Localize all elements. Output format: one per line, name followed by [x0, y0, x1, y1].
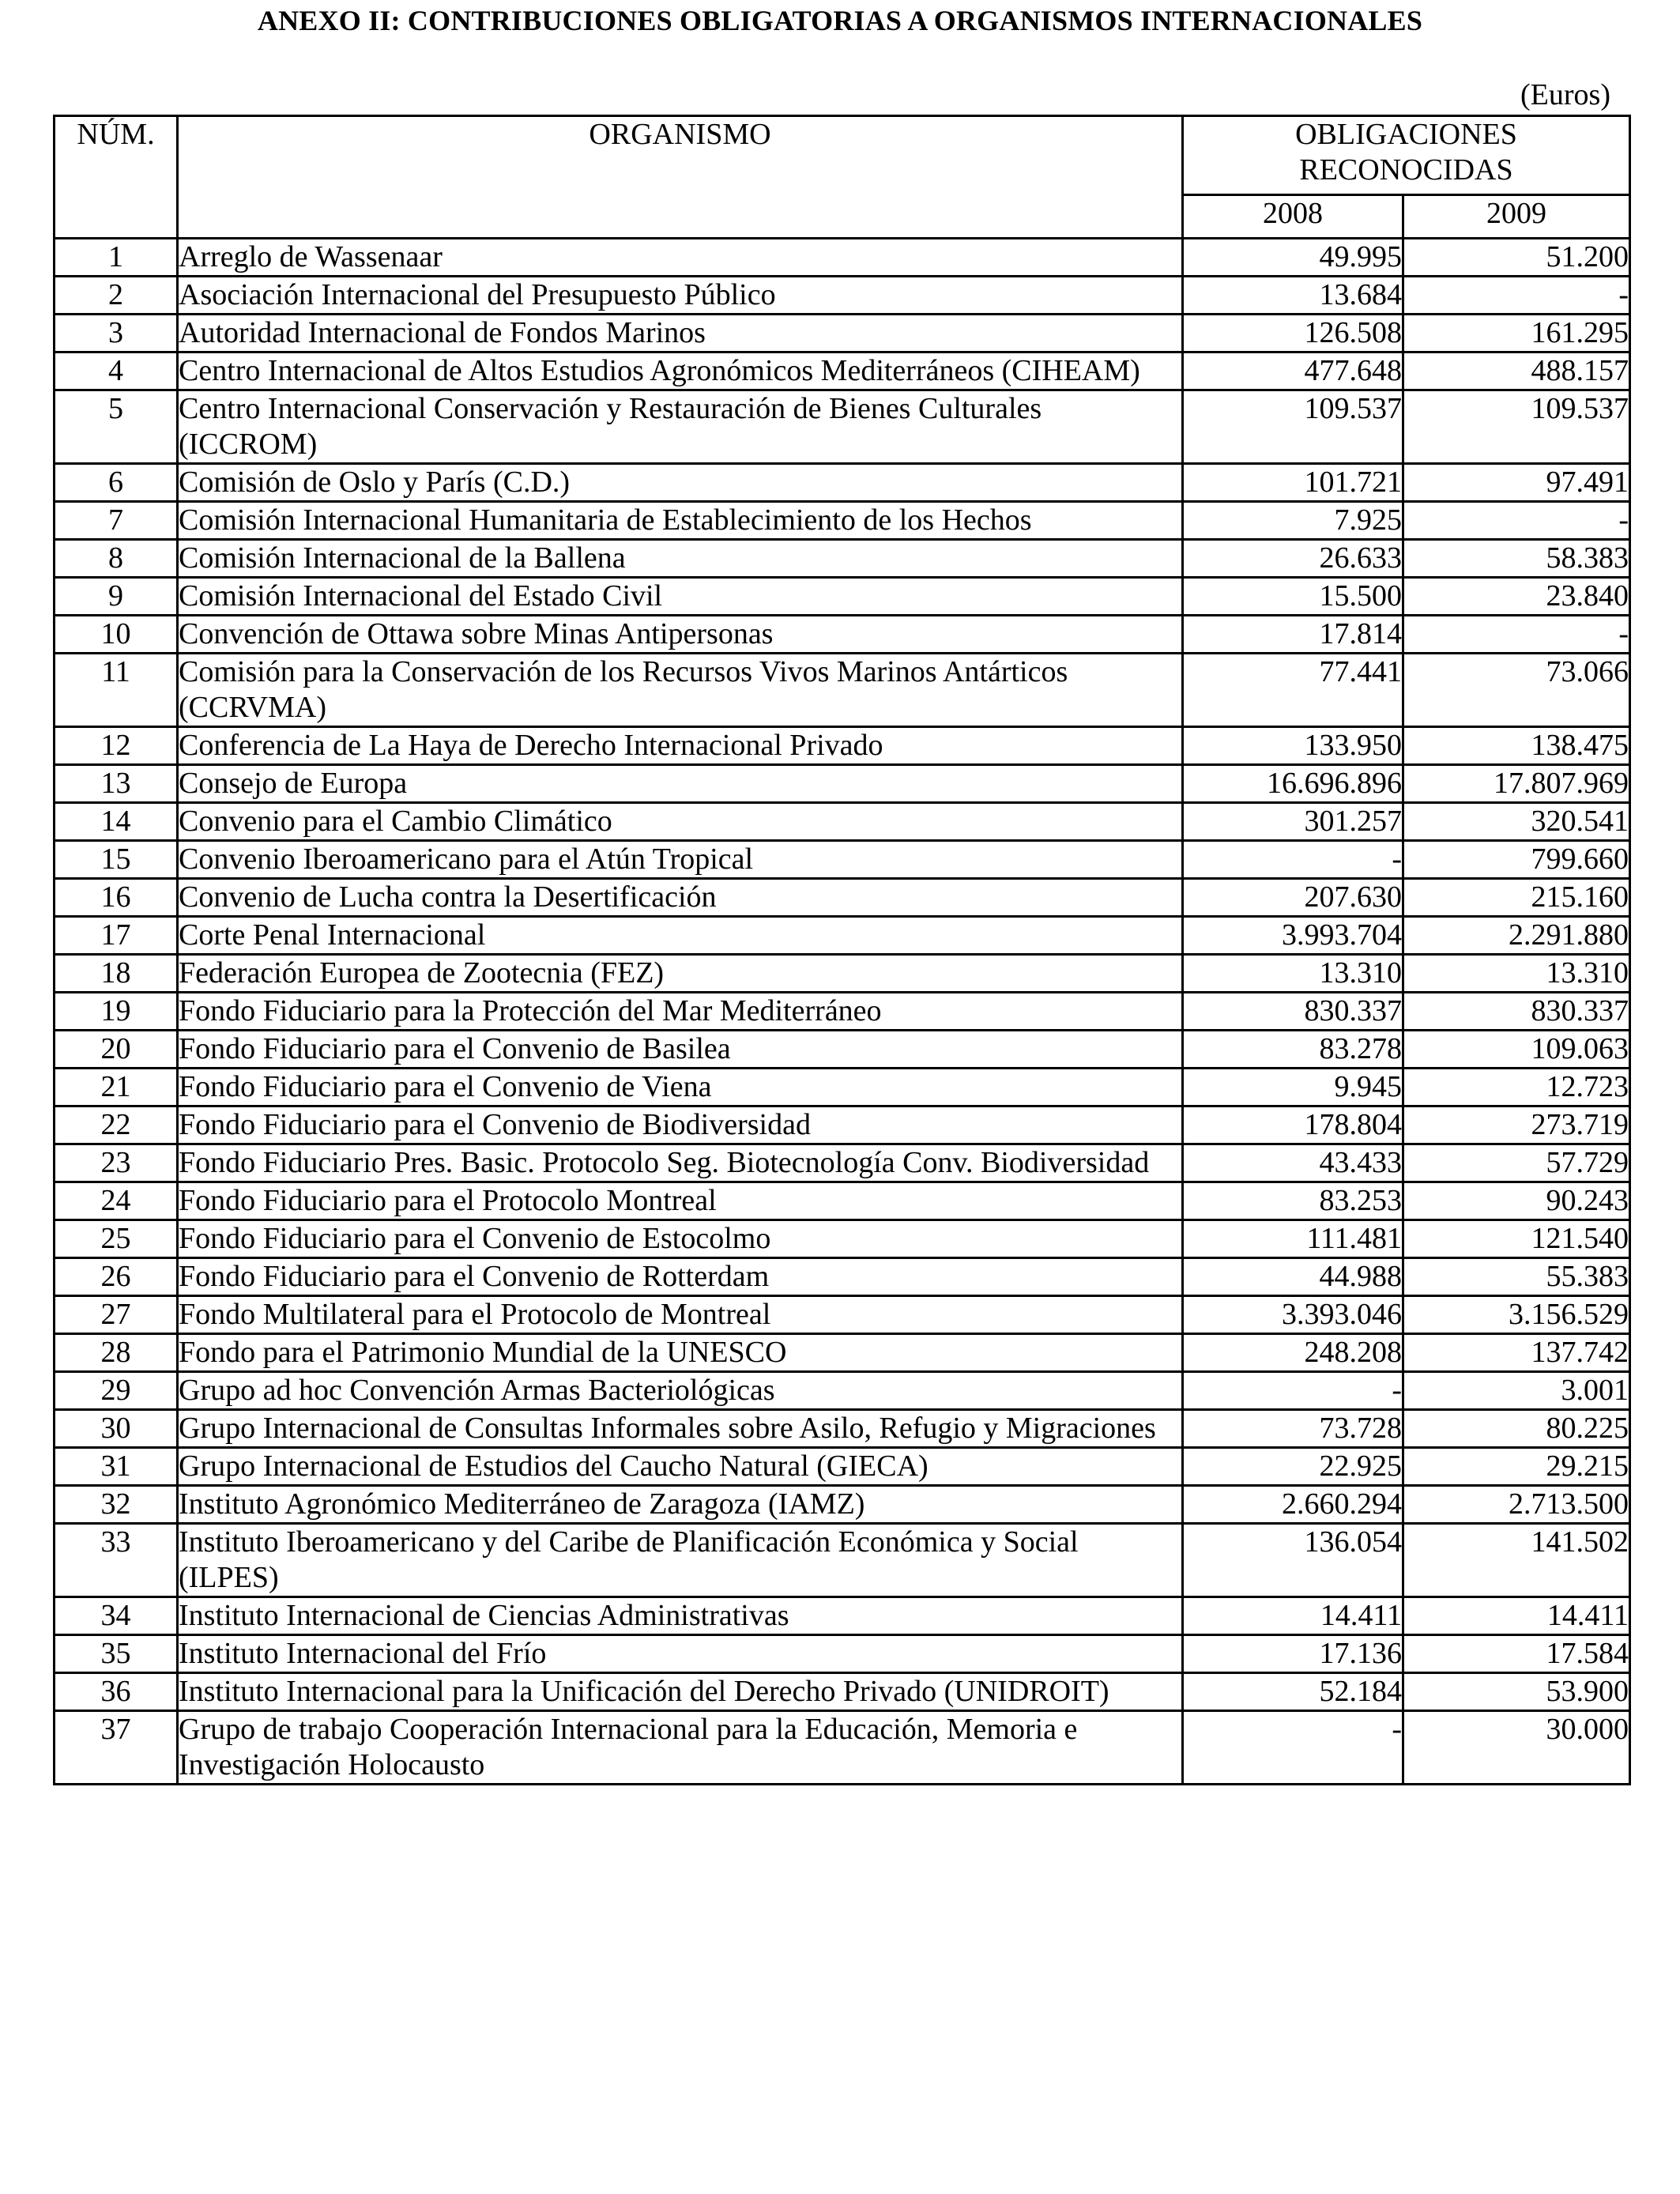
row-value-2009: 29.215 [1403, 1448, 1630, 1486]
table-row [55, 1597, 1630, 1635]
row-value-2008: - [1183, 1372, 1403, 1410]
row-number: 26 [55, 1258, 178, 1296]
contributions-table [53, 115, 1631, 1785]
currency-note: (Euros) [1520, 78, 1610, 111]
row-value-2008: 109.537 [1183, 390, 1403, 464]
row-value-2008: 43.433 [1183, 1144, 1403, 1182]
row-value-2009: 90.243 [1403, 1182, 1630, 1220]
table-row [55, 1220, 1630, 1258]
row-organismo: Grupo Internacional de Consultas Informales sobre Asilo, Refugio y Migraciones [178, 1410, 1183, 1448]
row-number: 19 [55, 993, 178, 1031]
row-number: 1 [55, 239, 178, 277]
row-value-2009: 80.225 [1403, 1410, 1630, 1448]
table-row [55, 1524, 1630, 1597]
row-value-2009: 273.719 [1403, 1106, 1630, 1144]
row-number: 4 [55, 352, 178, 390]
row-number: 25 [55, 1220, 178, 1258]
row-number: 24 [55, 1182, 178, 1220]
table-body [55, 239, 1630, 1785]
row-number: 29 [55, 1372, 178, 1410]
row-organismo: Grupo Internacional de Estudios del Caucho Natural (GIECA) [178, 1448, 1183, 1486]
table-row [55, 390, 1630, 464]
row-value-2009: 53.900 [1403, 1673, 1630, 1711]
table-row [55, 727, 1630, 765]
table-row [55, 239, 1630, 277]
table-row [55, 1031, 1630, 1069]
row-organismo: Fondo Fiduciario Pres. Basic. Protocolo Seg. Biotecnología Conv. Biodiversidad [178, 1144, 1183, 1182]
row-value-2009: 161.295 [1403, 315, 1630, 352]
row-number: 11 [55, 654, 178, 727]
table-row [55, 993, 1630, 1031]
table-row [55, 1182, 1630, 1220]
row-value-2009: 2.713.500 [1403, 1486, 1630, 1524]
row-value-2009: 109.063 [1403, 1031, 1630, 1069]
row-organismo: Fondo Fiduciario para el Convenio de Basilea [178, 1031, 1183, 1069]
row-value-2009: 58.383 [1403, 540, 1630, 578]
row-organismo: Convenio Iberoamericano para el Atún Tropical [178, 841, 1183, 879]
row-organismo: Arreglo de Wassenaar [178, 239, 1183, 277]
row-number: 3 [55, 315, 178, 352]
table-row [55, 1635, 1630, 1673]
table-row [55, 1144, 1630, 1182]
row-organismo: Comisión Internacional de la Ballena [178, 540, 1183, 578]
header-year-2008: 2008 [1183, 195, 1403, 239]
row-value-2009: 55.383 [1403, 1258, 1630, 1296]
row-value-2008: - [1183, 841, 1403, 879]
row-value-2009: 3.001 [1403, 1372, 1630, 1410]
row-number: 33 [55, 1524, 178, 1597]
row-organismo: Conferencia de La Haya de Derecho Internacional Privado [178, 727, 1183, 765]
row-value-2008: 477.648 [1183, 352, 1403, 390]
table-row [55, 1486, 1630, 1524]
table-row [55, 578, 1630, 616]
table-row [55, 803, 1630, 841]
row-value-2009: 2.291.880 [1403, 917, 1630, 955]
table-header [55, 116, 1630, 239]
row-value-2008: 830.337 [1183, 993, 1403, 1031]
row-value-2009: 109.537 [1403, 390, 1630, 464]
row-value-2009: 215.160 [1403, 879, 1630, 917]
table-row [55, 352, 1630, 390]
row-value-2008: 126.508 [1183, 315, 1403, 352]
row-organismo: Comisión de Oslo y París (C.D.) [178, 464, 1183, 502]
row-number: 12 [55, 727, 178, 765]
row-number: 7 [55, 502, 178, 540]
row-organismo: Instituto Agronómico Mediterráneo de Zaragoza (IAMZ) [178, 1486, 1183, 1524]
row-value-2009: 57.729 [1403, 1144, 1630, 1182]
header-organismo: ORGANISMO [178, 116, 1183, 239]
row-organismo: Fondo Fiduciario para el Convenio de Biodiversidad [178, 1106, 1183, 1144]
row-organismo: Grupo de trabajo Cooperación Internacional para la Educación, Memoria e Investigación Holocausto [178, 1711, 1183, 1785]
row-number: 28 [55, 1334, 178, 1372]
row-value-2008: 83.278 [1183, 1031, 1403, 1069]
table-row [55, 1106, 1630, 1144]
row-number: 37 [55, 1711, 178, 1785]
table-row [55, 917, 1630, 955]
row-value-2008: 17.814 [1183, 616, 1403, 654]
row-value-2008: 3.993.704 [1183, 917, 1403, 955]
table-row [55, 315, 1630, 352]
row-organismo: Centro Internacional Conservación y Restauración de Bienes Culturales (ICCROM) [178, 390, 1183, 464]
header-year-2009: 2009 [1403, 195, 1630, 239]
row-number: 14 [55, 803, 178, 841]
row-value-2009: 17.807.969 [1403, 765, 1630, 803]
row-number: 13 [55, 765, 178, 803]
row-value-2008: 133.950 [1183, 727, 1403, 765]
row-value-2008: 9.945 [1183, 1069, 1403, 1106]
table-row [55, 1258, 1630, 1296]
row-value-2009: - [1403, 277, 1630, 315]
row-organismo: Fondo Fiduciario para el Convenio de Viena [178, 1069, 1183, 1106]
row-value-2009: 320.541 [1403, 803, 1630, 841]
table-row [55, 841, 1630, 879]
table-row [55, 955, 1630, 993]
row-value-2008: 136.054 [1183, 1524, 1403, 1597]
row-value-2009: 73.066 [1403, 654, 1630, 727]
row-value-2009: 3.156.529 [1403, 1296, 1630, 1334]
row-value-2009: 830.337 [1403, 993, 1630, 1031]
row-organismo: Federación Europea de Zootecnia (FEZ) [178, 955, 1183, 993]
table-row [55, 277, 1630, 315]
row-value-2009: 97.491 [1403, 464, 1630, 502]
row-number: 6 [55, 464, 178, 502]
row-number: 17 [55, 917, 178, 955]
table-row [55, 1069, 1630, 1106]
row-value-2008: 2.660.294 [1183, 1486, 1403, 1524]
row-value-2009: 137.742 [1403, 1334, 1630, 1372]
row-organismo: Instituto Iberoamericano y del Caribe de Planificación Económica y Social (ILPES) [178, 1524, 1183, 1597]
row-number: 2 [55, 277, 178, 315]
row-organismo: Centro Internacional de Altos Estudios Agronómicos Mediterráneos (CIHEAM) [178, 352, 1183, 390]
row-organismo: Asociación Internacional del Presupuesto Público [178, 277, 1183, 315]
row-number: 31 [55, 1448, 178, 1486]
row-organismo: Instituto Internacional del Frío [178, 1635, 1183, 1673]
table-row [55, 1448, 1630, 1486]
table-row [55, 1296, 1630, 1334]
row-organismo: Consejo de Europa [178, 765, 1183, 803]
header-obligaciones-line2: RECONOCIDAS [1299, 153, 1513, 187]
table-row [55, 1711, 1630, 1785]
row-value-2009: 138.475 [1403, 727, 1630, 765]
table-row [55, 1372, 1630, 1410]
row-organismo: Convención de Ottawa sobre Minas Antipersonas [178, 616, 1183, 654]
row-value-2009: - [1403, 502, 1630, 540]
row-organismo: Fondo Fiduciario para el Convenio de Estocolmo [178, 1220, 1183, 1258]
row-value-2008: 26.633 [1183, 540, 1403, 578]
row-number: 27 [55, 1296, 178, 1334]
row-number: 30 [55, 1410, 178, 1448]
row-number: 32 [55, 1486, 178, 1524]
row-value-2008: 83.253 [1183, 1182, 1403, 1220]
row-value-2009: 12.723 [1403, 1069, 1630, 1106]
row-value-2009: 799.660 [1403, 841, 1630, 879]
row-number: 36 [55, 1673, 178, 1711]
row-value-2008: 22.925 [1183, 1448, 1403, 1486]
row-organismo: Corte Penal Internacional [178, 917, 1183, 955]
row-number: 23 [55, 1144, 178, 1182]
row-number: 22 [55, 1106, 178, 1144]
row-value-2008: 17.136 [1183, 1635, 1403, 1673]
row-value-2009: 141.502 [1403, 1524, 1630, 1597]
row-number: 34 [55, 1597, 178, 1635]
row-value-2009: - [1403, 616, 1630, 654]
row-value-2008: 44.988 [1183, 1258, 1403, 1296]
row-organismo: Fondo Fiduciario para el Protocolo Montreal [178, 1182, 1183, 1220]
row-number: 5 [55, 390, 178, 464]
row-organismo: Convenio para el Cambio Climático [178, 803, 1183, 841]
row-value-2008: 16.696.896 [1183, 765, 1403, 803]
row-value-2008: 111.481 [1183, 1220, 1403, 1258]
row-value-2008: 52.184 [1183, 1673, 1403, 1711]
row-number: 15 [55, 841, 178, 879]
row-organismo: Instituto Internacional de Ciencias Administrativas [178, 1597, 1183, 1635]
row-number: 8 [55, 540, 178, 578]
row-value-2009: 17.584 [1403, 1635, 1630, 1673]
row-organismo: Fondo Fiduciario para la Protección del Mar Mediterráneo [178, 993, 1183, 1031]
table-row [55, 765, 1630, 803]
row-value-2009: 13.310 [1403, 955, 1630, 993]
row-value-2008: 248.208 [1183, 1334, 1403, 1372]
row-value-2008: 207.630 [1183, 879, 1403, 917]
row-value-2008: 73.728 [1183, 1410, 1403, 1448]
header-obligaciones [1183, 116, 1630, 195]
row-value-2008: 49.995 [1183, 239, 1403, 277]
row-number: 21 [55, 1069, 178, 1106]
row-value-2008: 301.257 [1183, 803, 1403, 841]
row-organismo: Comisión Internacional Humanitaria de Establecimiento de los Hechos [178, 502, 1183, 540]
header-num: NÚM. [55, 116, 178, 239]
row-organismo: Instituto Internacional para la Unificación del Derecho Privado (UNIDROIT) [178, 1673, 1183, 1711]
row-value-2008: 13.310 [1183, 955, 1403, 993]
table-row [55, 654, 1630, 727]
row-value-2008: 7.925 [1183, 502, 1403, 540]
row-organismo: Fondo Fiduciario para el Convenio de Rotterdam [178, 1258, 1183, 1296]
row-number: 16 [55, 879, 178, 917]
header-obligaciones-line1: OBLIGACIONES [1295, 118, 1517, 151]
table-row [55, 616, 1630, 654]
row-organismo: Convenio de Lucha contra la Desertificación [178, 879, 1183, 917]
row-value-2008: 77.441 [1183, 654, 1403, 727]
row-value-2008: 15.500 [1183, 578, 1403, 616]
row-value-2008: 178.804 [1183, 1106, 1403, 1144]
table-row [55, 1334, 1630, 1372]
row-number: 10 [55, 616, 178, 654]
table-row [55, 879, 1630, 917]
row-organismo: Fondo Multilateral para el Protocolo de Montreal [178, 1296, 1183, 1334]
table-row [55, 502, 1630, 540]
table-row [55, 464, 1630, 502]
row-number: 9 [55, 578, 178, 616]
table-row [55, 1673, 1630, 1711]
row-number: 20 [55, 1031, 178, 1069]
row-number: 18 [55, 955, 178, 993]
row-value-2009: 14.411 [1403, 1597, 1630, 1635]
row-organismo: Grupo ad hoc Convención Armas Bacteriológicas [178, 1372, 1183, 1410]
row-value-2009: 30.000 [1403, 1711, 1630, 1785]
row-value-2008: 101.721 [1183, 464, 1403, 502]
document-title: ANEXO II: CONTRIBUCIONES OBLIGATORIAS A ORGANISMOS INTERNACIONALES [257, 5, 1423, 36]
row-organismo: Comisión para la Conservación de los Recursos Vivos Marinos Antárticos (CCRVMA) [178, 654, 1183, 727]
row-organismo: Comisión Internacional del Estado Civil [178, 578, 1183, 616]
row-value-2009: 23.840 [1403, 578, 1630, 616]
row-number: 35 [55, 1635, 178, 1673]
table-row [55, 540, 1630, 578]
row-value-2009: 51.200 [1403, 239, 1630, 277]
row-value-2008: 14.411 [1183, 1597, 1403, 1635]
row-value-2008: 3.393.046 [1183, 1296, 1403, 1334]
table-row [55, 1410, 1630, 1448]
row-value-2009: 488.157 [1403, 352, 1630, 390]
row-organismo: Fondo para el Patrimonio Mundial de la UNESCO [178, 1334, 1183, 1372]
row-value-2008: - [1183, 1711, 1403, 1785]
row-organismo: Autoridad Internacional de Fondos Marinos [178, 315, 1183, 352]
row-value-2009: 121.540 [1403, 1220, 1630, 1258]
row-value-2008: 13.684 [1183, 277, 1403, 315]
